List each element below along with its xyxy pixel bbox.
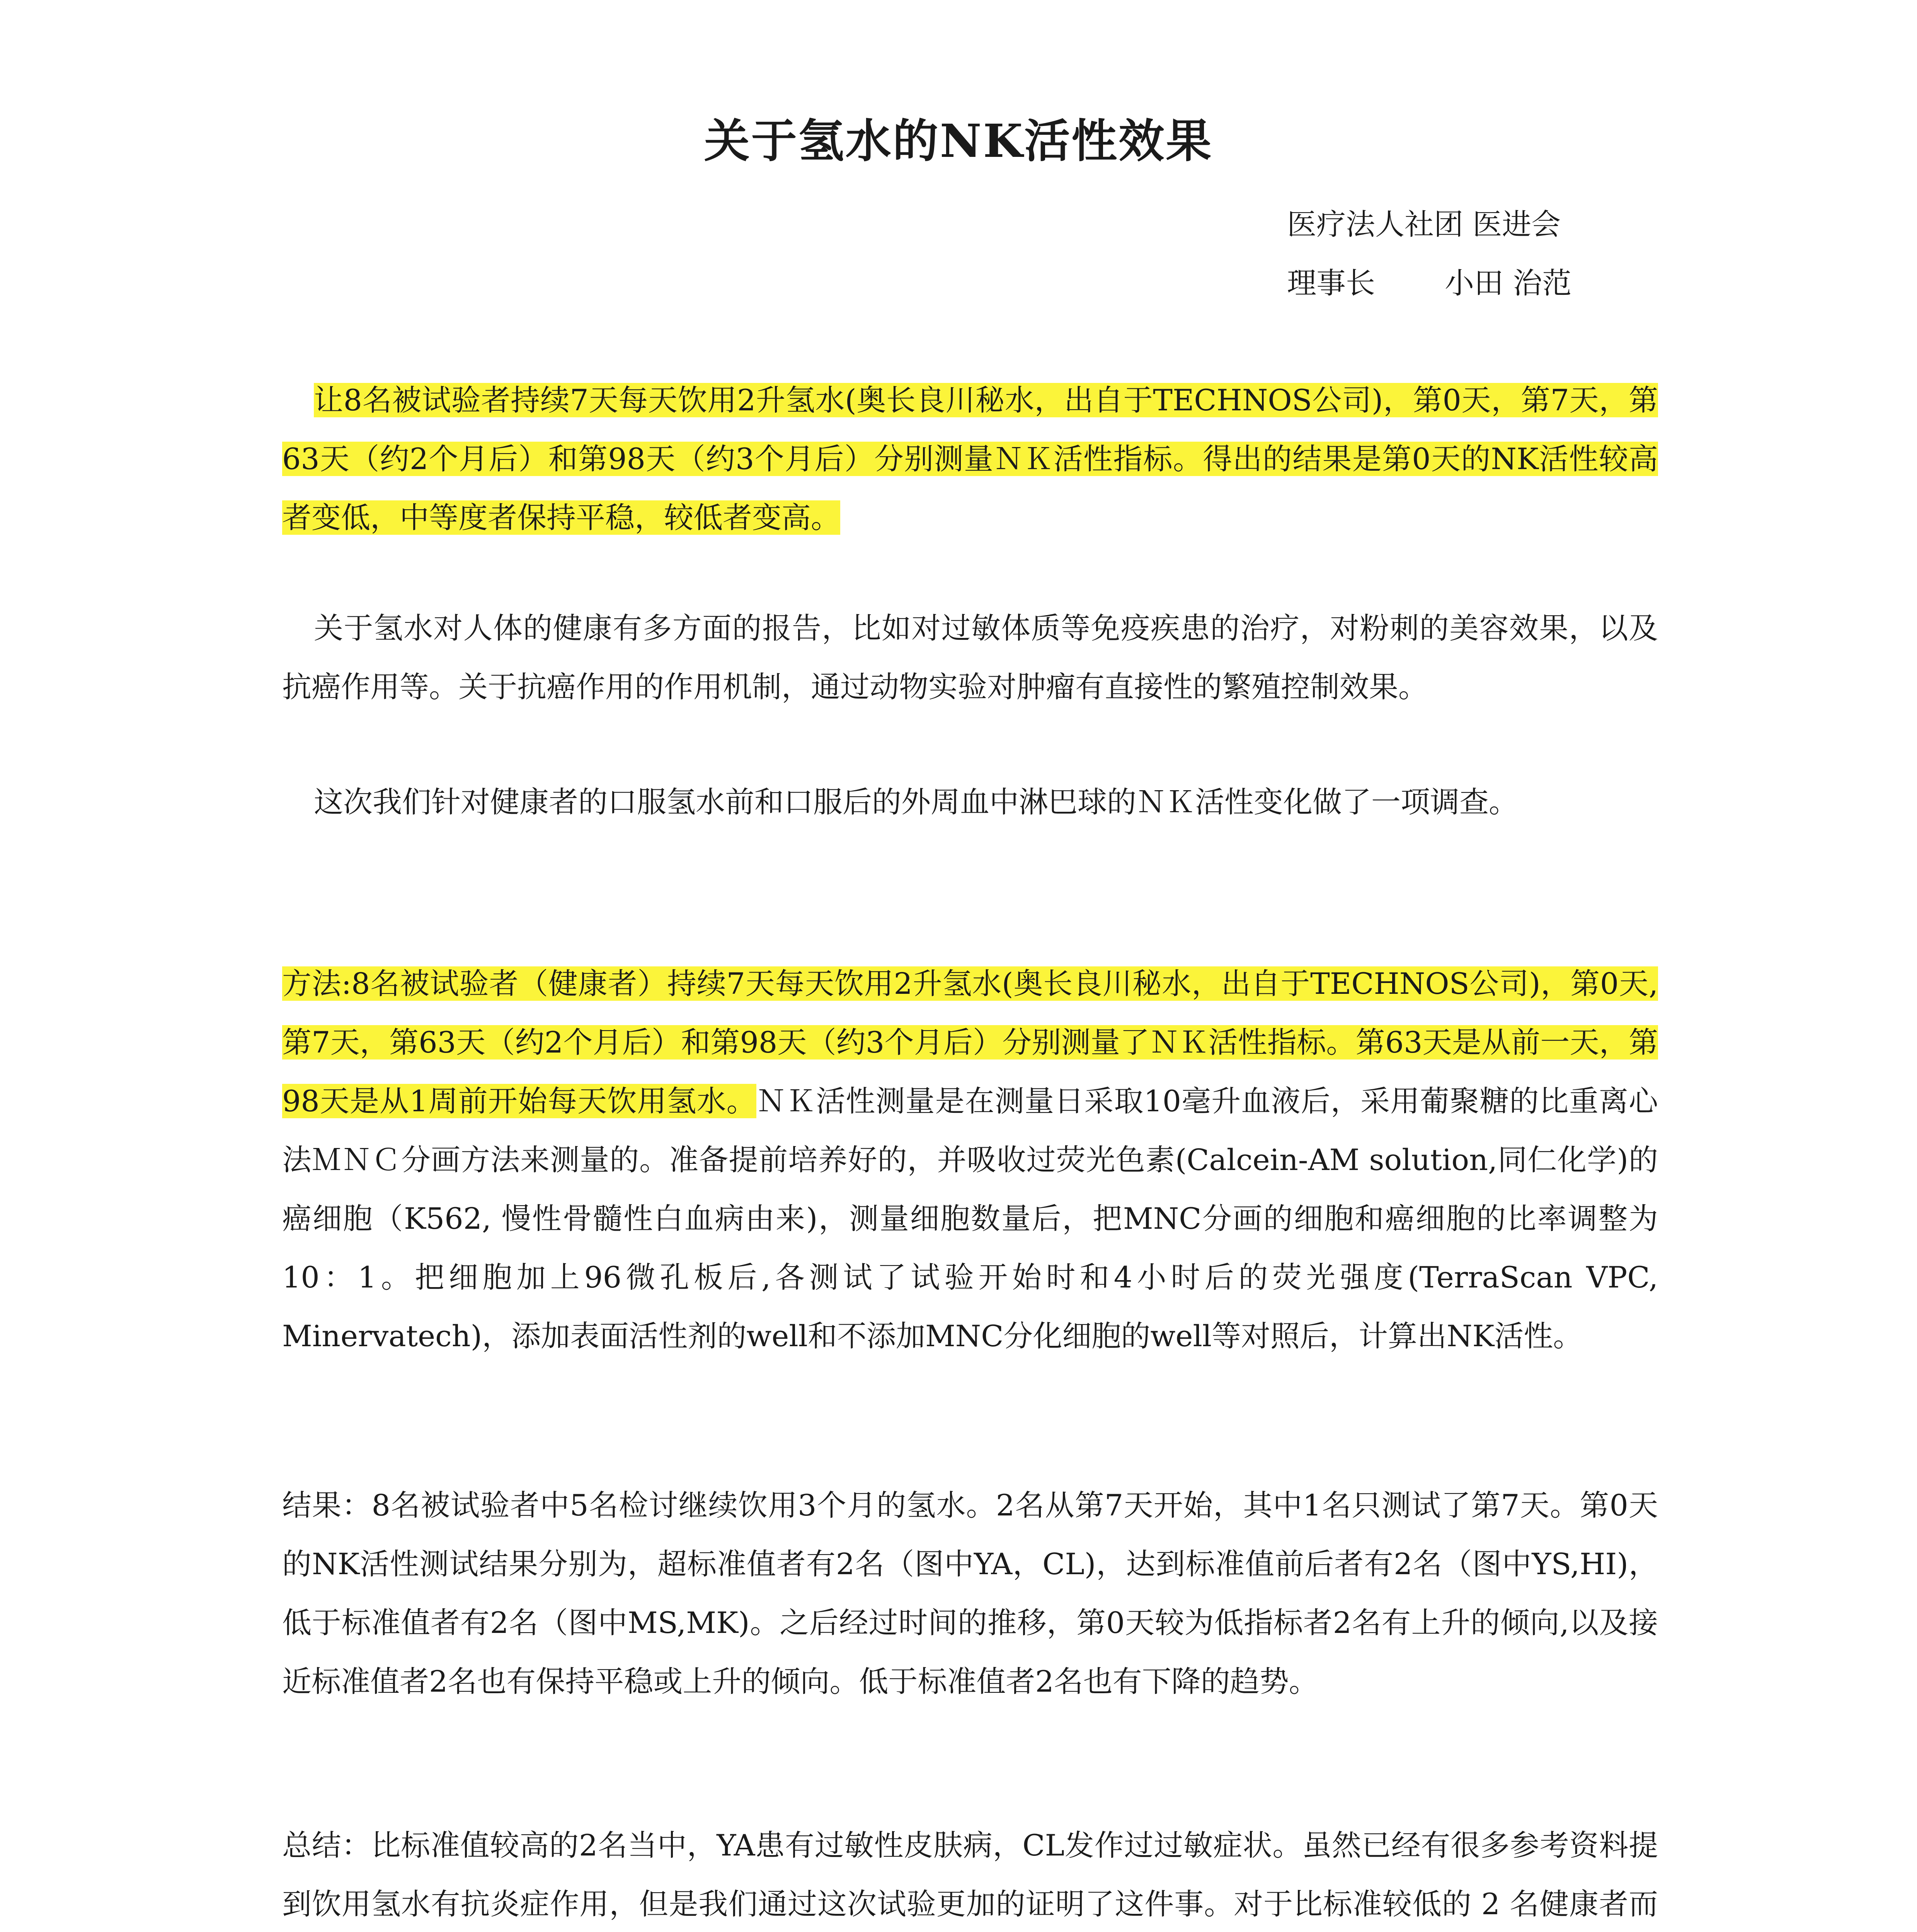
summary-highlight: 让8名被试验者持续7天每天饮用2升氢水(奥长良川秘水，出自于TECHNOS公司)，第0天，第7天，第63天（约2个月后）和第98天（约3个月后）分别测量ＮＫ活性指标。得出的结果是第0天的NK活性较高者变低，中等度者保持平稳，较低者变高。 bbox=[282, 383, 1658, 535]
author-name: 小田 治范 bbox=[1445, 266, 1572, 300]
summary-paragraph bbox=[282, 371, 1658, 547]
intro-paragraph-1: 关于氢水对人体的健康有多方面的报告，比如对过敏体质等免疫疾患的治疗，对粉刺的美容效果，以及抗癌作用等。关于抗癌作用的作用机制，通过动物实验对肿瘤有直接性的繁殖控制效果。 bbox=[282, 611, 1658, 704]
method-text: ＮＫ活性测量是在测量日采取10毫升血液后，采用葡聚糖的比重离心法ＭＮＣ分画方法来测量的。准备提前培养好的，并吸收过荧光色素(Calcein-AM solution,同仁化学)的癌细胞（K562, 慢性骨髓性白血病由来)，测量细胞数量后，把MNC分画的细胞和癌细胞的比率调整为10：1。把细胞加上96微孔板后,各测试了试验开始时和4小时后的荧光强度(TerraScan VPC, Minervatech)，添加表面活性剂的well和不添加MNC分化细胞的well等对照后，计算出NK活性。 bbox=[282, 1084, 1658, 1353]
conclusion-paragraph: 总结：比标准值较高的2名当中，YA患有过敏性皮肤病，CL发作过过敏症状。虽然已经有很多参考资料提到饮用氢水有抗炎症作用，但是我们通过这次试验更加的证明了这件事。对于比标准较低的 2 名健康者而 bbox=[282, 1828, 1658, 1921]
author-position: 理事长 bbox=[1287, 266, 1375, 300]
method-highlight: 方法:8名被试验者（健康者）持续7天每天饮用2升氢水(奥长良川秘水，出自于TECHNOS公司)，第0天,第7天，第63天（约2个月后）和第98天（约3个月后）分别测量了ＮＫ活性指标。第63天是从前一天，第98天是从1周前开始每天饮用氢水。 bbox=[282, 966, 1658, 1118]
results-paragraph: 结果：8名被试验者中5名检讨继续饮用3个月的氢水。2名从第7天开始，其中1名只测试了第7天。第0天的NK活性测试结果分别为，超标准值者有2名（图中YA，CL)，达到标准值前后者有2名（图中YS,HI)，低于标准值者有2名（图中MS,MK)。之后经过时间的推移，第0天较为低指标者2名有上升的倾向,以及接近标准值者2名也有保持平稳或上升的倾向。低于标准值者2名也有下降的趋势。 bbox=[282, 1488, 1658, 1699]
author-organization: 医疗法人社团 医进会 bbox=[1287, 207, 1561, 242]
author-line bbox=[1287, 260, 1571, 302]
page-title: 关于氢水的NK活性效果 bbox=[704, 114, 1213, 168]
intro-paragraph-2: 这次我们针对健康者的口服氢水前和口服后的外周血中淋巴球的ＮＫ活性变化做了一项调查。 bbox=[314, 785, 1518, 819]
method-paragraph bbox=[282, 954, 1658, 1366]
